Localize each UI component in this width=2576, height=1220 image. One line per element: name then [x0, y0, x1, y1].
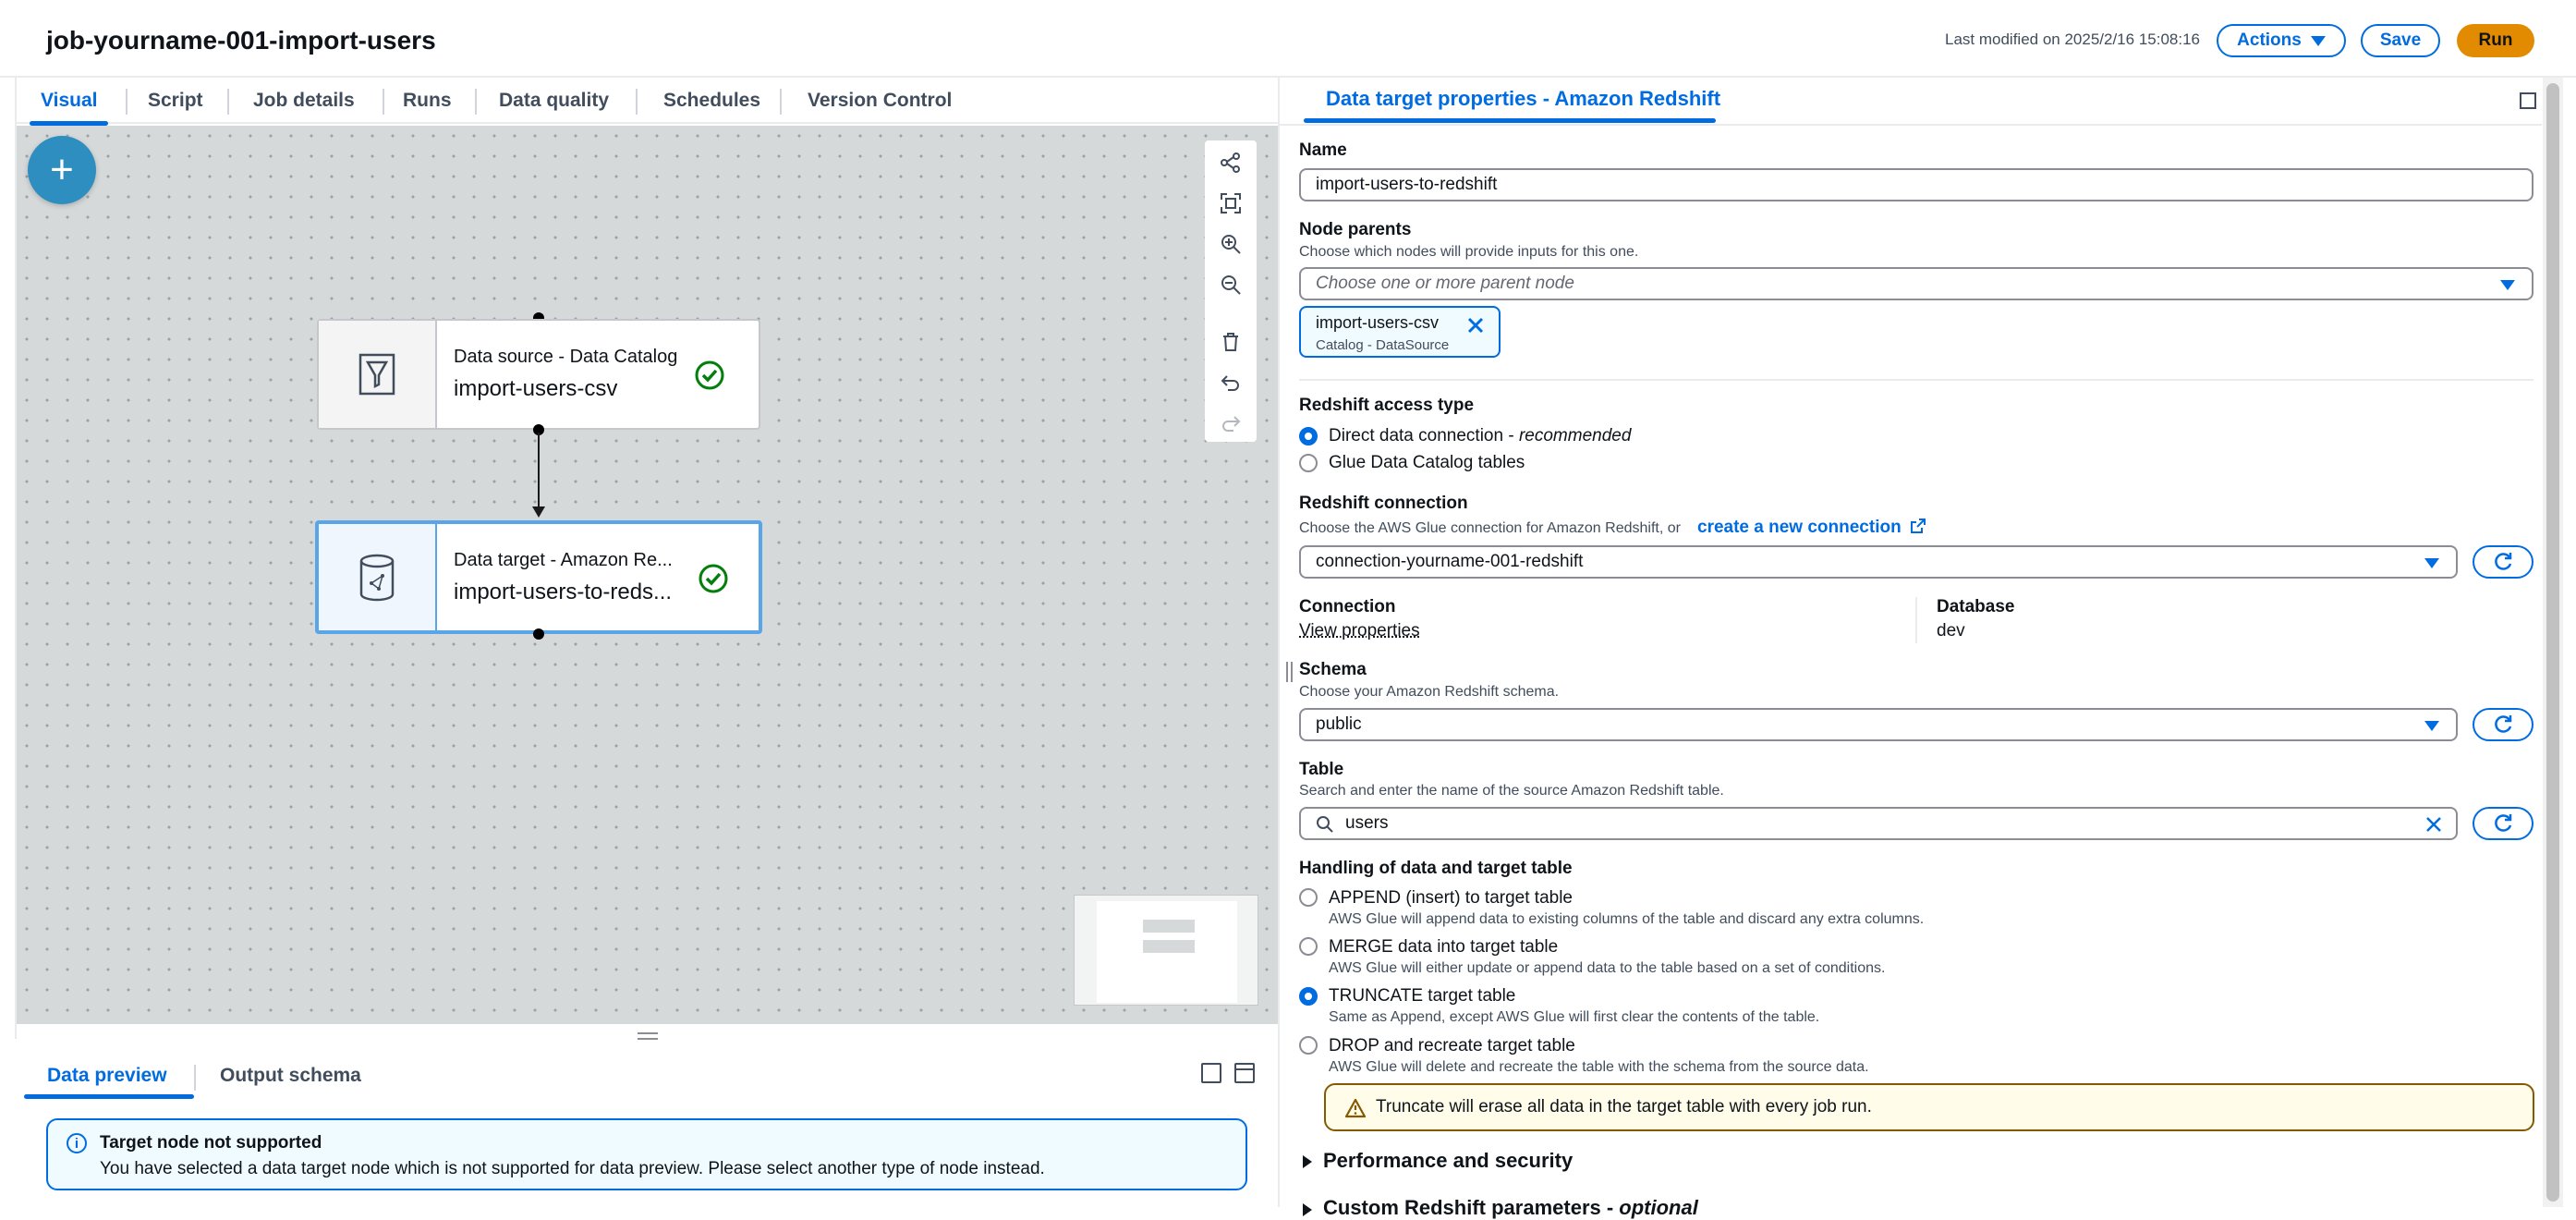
access-type-label: Redshift access type [1299, 396, 1475, 415]
alert-title: Target node not supported [100, 1133, 322, 1153]
parent-node-token [1299, 306, 1501, 358]
scrollbar-thumb[interactable] [2546, 83, 2559, 1202]
panel-maximize-icon[interactable] [1234, 1063, 1255, 1083]
radio-desc-drop-recreate: AWS Glue will delete and recreate the table with the schema from the source data. [1329, 1059, 1869, 1075]
period-text: . [1920, 520, 1925, 536]
node-parents-select[interactable] [1299, 267, 2533, 300]
divider [1280, 124, 2542, 126]
save-button[interactable]: Save [2361, 24, 2440, 57]
fit-view-icon[interactable] [1214, 187, 1247, 220]
radio-label-drop-recreate: DROP and recreate target table [1329, 1036, 1575, 1055]
truncate-warning-alert [1324, 1083, 2534, 1131]
tab-divider [475, 89, 477, 115]
refresh-icon [2493, 552, 2513, 572]
drag-handle-icon[interactable] [1286, 662, 1288, 682]
caret-down-icon [2424, 721, 2439, 731]
node-data-source[interactable] [317, 319, 760, 430]
connection-info-label: Connection [1299, 597, 1396, 616]
refresh-icon [2493, 714, 2513, 735]
tab-script[interactable]: Script [148, 90, 203, 111]
radio-direct-connection[interactable] [1299, 427, 1318, 445]
job-title: job-yourname-001-import-users [46, 26, 436, 55]
canvas-toolbar [1205, 140, 1257, 442]
check-circle-icon [698, 563, 729, 594]
data-catalog-icon [319, 321, 437, 428]
node-parents-placeholder: Choose one or more parent node [1316, 274, 1574, 293]
radio-append[interactable] [1299, 888, 1318, 907]
node-type-label: Data target - Amazon Re... [454, 550, 673, 570]
panel-resize-handle[interactable] [638, 1032, 658, 1040]
panel-split-icon[interactable] [1201, 1063, 1221, 1083]
node-parents-label: Node parents [1299, 220, 1412, 239]
node-type-label: Data source - Data Catalog [454, 347, 678, 367]
schema-select[interactable] [1299, 708, 2458, 741]
refresh-schema-button[interactable] [2473, 708, 2533, 741]
divider [1299, 379, 2533, 381]
tab-output-schema[interactable]: Output schema [220, 1065, 361, 1086]
token-title: import-users-csv [1316, 313, 1440, 332]
add-node-button[interactable]: + [28, 136, 96, 204]
bottom-tabs [17, 1054, 1279, 1100]
tab-data-quality[interactable]: Data quality [499, 90, 610, 111]
expand-icon[interactable] [2520, 92, 2536, 109]
refresh-connection-button[interactable] [2473, 545, 2533, 579]
alert-text: You have selected a data target node which is not supported for data preview. Please select another type of node instead. [100, 1159, 1045, 1178]
run-button[interactable]: Run [2457, 24, 2534, 57]
radio-label-append: APPEND (insert) to target table [1329, 888, 1573, 908]
canvas-minimap[interactable] [1074, 895, 1258, 1006]
tab-job-details[interactable]: Job details [253, 90, 355, 111]
table-search-input[interactable] [1299, 807, 2458, 840]
active-tab-indicator [24, 1094, 194, 1099]
custom-redshift-params-section[interactable]: Custom Redshift parameters - optional [1323, 1196, 1698, 1219]
view-properties-link[interactable]: View properties [1299, 621, 1420, 640]
radio-merge[interactable] [1299, 937, 1318, 956]
radio-label-glue-catalog: Glue Data Catalog tables [1329, 453, 1525, 472]
caret-right-icon [1303, 1203, 1312, 1216]
node-handle[interactable] [533, 628, 544, 640]
database-value: dev [1937, 621, 1965, 640]
panel-scrollbar[interactable] [2543, 78, 2563, 1207]
tab-divider [194, 1065, 196, 1091]
schema-description: Choose your Amazon Redshift schema. [1299, 684, 1560, 700]
tab-divider [383, 89, 384, 115]
name-label: Name [1299, 140, 1347, 160]
job-tabs [17, 78, 1279, 124]
node-edge [538, 433, 540, 514]
job-header [0, 0, 2576, 78]
caret-down-icon [2424, 558, 2439, 568]
tab-divider [780, 89, 782, 115]
caret-down-icon [2311, 36, 2326, 46]
table-description: Search and enter the name of the source Amazon Redshift table. [1299, 783, 1724, 799]
node-name-label: import-users-to-reds... [454, 580, 673, 604]
create-connection-link[interactable]: create a new connection [1697, 518, 1926, 538]
minimap-node [1143, 920, 1195, 933]
redshift-icon [319, 524, 437, 630]
performance-security-section[interactable]: Performance and security [1323, 1149, 1574, 1172]
radio-label-merge: MERGE data into target table [1329, 937, 1559, 957]
radio-drop-recreate[interactable] [1299, 1036, 1318, 1055]
radio-desc-merge: AWS Glue will either update or append data to the table based on a set of conditions. [1329, 960, 1886, 976]
warning-icon [1344, 1098, 1367, 1118]
tab-data-preview[interactable]: Data preview [47, 1065, 167, 1086]
caret-right-icon [1303, 1155, 1312, 1168]
minimap-viewport [1097, 901, 1237, 1003]
active-tab-indicator [1304, 118, 1716, 123]
layout-icon[interactable] [1214, 146, 1247, 179]
caret-down-icon [2500, 280, 2515, 290]
edge-arrow-icon [532, 506, 545, 518]
refresh-icon [2493, 813, 2513, 834]
refresh-table-button[interactable] [2473, 807, 2533, 840]
tab-data-target-properties[interactable]: Data target properties - Amazon Redshift [1326, 87, 1721, 110]
search-icon [1316, 815, 1334, 834]
connection-description: Choose the AWS Glue connection for Amazon Redshift, or [1299, 520, 1681, 536]
info-alert [46, 1118, 1247, 1190]
table-label: Table [1299, 760, 1344, 779]
tab-runs[interactable]: Runs [403, 90, 452, 111]
tab-visual[interactable]: Visual [41, 78, 97, 124]
vertical-divider [1915, 597, 1917, 643]
node-parents-description: Choose which nodes will provide inputs for this one. [1299, 244, 1639, 260]
tab-divider [227, 89, 229, 115]
tab-divider [636, 89, 638, 115]
handling-label: Handling of data and target table [1299, 859, 1573, 878]
connection-select[interactable] [1299, 545, 2458, 579]
actions-label: Actions [2237, 30, 2302, 50]
zoom-in-icon[interactable] [1214, 227, 1247, 261]
node-name-label: import-users-csv [454, 376, 618, 401]
redo-icon [1214, 407, 1247, 440]
tab-version-control[interactable]: Version Control [808, 90, 953, 111]
token-subtitle: Catalog - DataSource [1316, 337, 1450, 353]
connection-value: connection-yourname-001-redshift [1316, 552, 1584, 571]
check-circle-icon [694, 360, 725, 391]
clear-icon[interactable] [2424, 815, 2443, 834]
last-modified-text: Last modified on 2025/2/16 15:08:16 [1945, 30, 2200, 48]
undo-icon[interactable] [1214, 366, 1247, 399]
info-icon: i [67, 1133, 87, 1153]
radio-label-direct: Direct data connection - recommended [1329, 426, 1632, 445]
actions-button[interactable] [2217, 24, 2346, 57]
schema-label: Schema [1299, 660, 1367, 679]
radio-label-truncate: TRUNCATE target table [1329, 986, 1516, 1006]
name-input[interactable]: import-users-to-redshift [1299, 168, 2533, 201]
tab-schedules[interactable]: Schedules [663, 90, 761, 111]
minimap-node [1143, 940, 1195, 953]
node-data-target[interactable] [315, 520, 762, 634]
drag-handle-icon[interactable] [1291, 662, 1293, 682]
table-value: users [1345, 813, 1389, 833]
database-label: Database [1937, 597, 2015, 616]
delete-icon[interactable] [1214, 325, 1247, 359]
radio-glue-catalog[interactable] [1299, 454, 1318, 472]
close-icon[interactable] [1464, 313, 1488, 337]
zoom-out-icon[interactable] [1214, 268, 1247, 301]
radio-desc-append: AWS Glue will append data to existing columns of the table and discard any extra columns. [1329, 911, 1925, 927]
radio-truncate[interactable] [1299, 987, 1318, 1006]
warning-text: Truncate will erase all data in the target table with every job run. [1376, 1097, 1872, 1116]
tab-divider [126, 89, 128, 115]
radio-desc-truncate: Same as Append, except AWS Glue will first clear the contents of the table. [1329, 1009, 1820, 1025]
schema-value: public [1316, 714, 1362, 734]
connection-label: Redshift connection [1299, 494, 1468, 513]
